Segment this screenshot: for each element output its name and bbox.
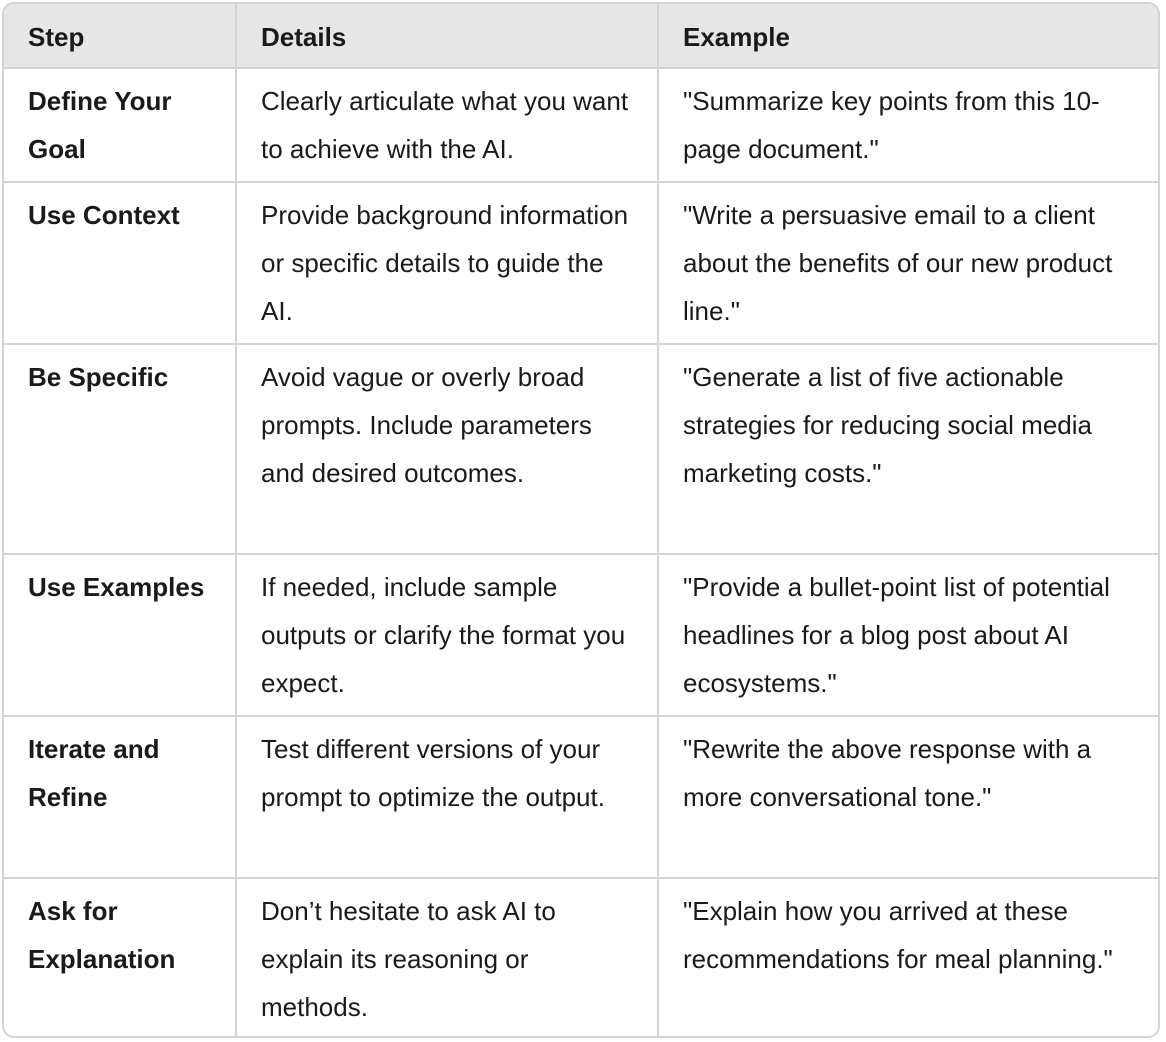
details-cell: Provide background information or specific details to guide the AI. [236, 182, 658, 344]
details-cell: If needed, include sample outputs or clarify the format you expect. [236, 554, 658, 716]
example-cell: "Write a persuasive email to a client about the benefits of our new product line." [658, 182, 1158, 344]
example-cell: "Explain how you arrived at these recommendations for meal planning." [683, 896, 1113, 974]
table-row [4, 716, 1158, 878]
step-cell: Iterate and Refine [4, 716, 236, 878]
step-cell: Use Examples [4, 554, 236, 716]
prompting-steps-table-container [2, 2, 1160, 1038]
header-row [4, 4, 1158, 68]
details-cell: Avoid vague or overly broad prompts. Include parameters and desired outcomes. [236, 344, 658, 554]
example-cell: "Summarize key points from this 10-page document." [658, 68, 1158, 182]
example-cell: "Generate a list of five actionable strategies for reducing social media marketing costs." [658, 344, 1158, 554]
header-details: Details [236, 4, 658, 68]
prompting-steps-table [4, 4, 1158, 1038]
step-cell: Be Specific [4, 344, 236, 554]
header-example: Example [658, 4, 1158, 68]
table-body [4, 68, 1158, 1038]
details-cell: Clearly articulate what you want to achieve with the AI. [236, 68, 658, 182]
details-cell: Test different versions of your prompt to optimize the output. [236, 716, 658, 878]
example-cell: "Provide a bullet-point list of potential headlines for a blog post about AI ecosystems." [658, 554, 1158, 716]
details-cell: Don’t hesitate to ask AI to explain its reasoning or methods. [236, 878, 658, 1038]
header-step: Step [4, 4, 236, 68]
table-header [4, 4, 1158, 68]
example-cell: "Rewrite the above response with a more conversational tone." [658, 716, 1158, 878]
table-row [4, 554, 1158, 716]
table-row [4, 344, 1158, 554]
table-row [4, 68, 1158, 182]
step-cell: Define Your Goal [4, 68, 236, 182]
table-row [4, 182, 1158, 344]
step-cell: Use Context [4, 182, 236, 344]
table-row [4, 878, 1158, 1038]
step-cell: Ask for Explanation [4, 878, 236, 1038]
